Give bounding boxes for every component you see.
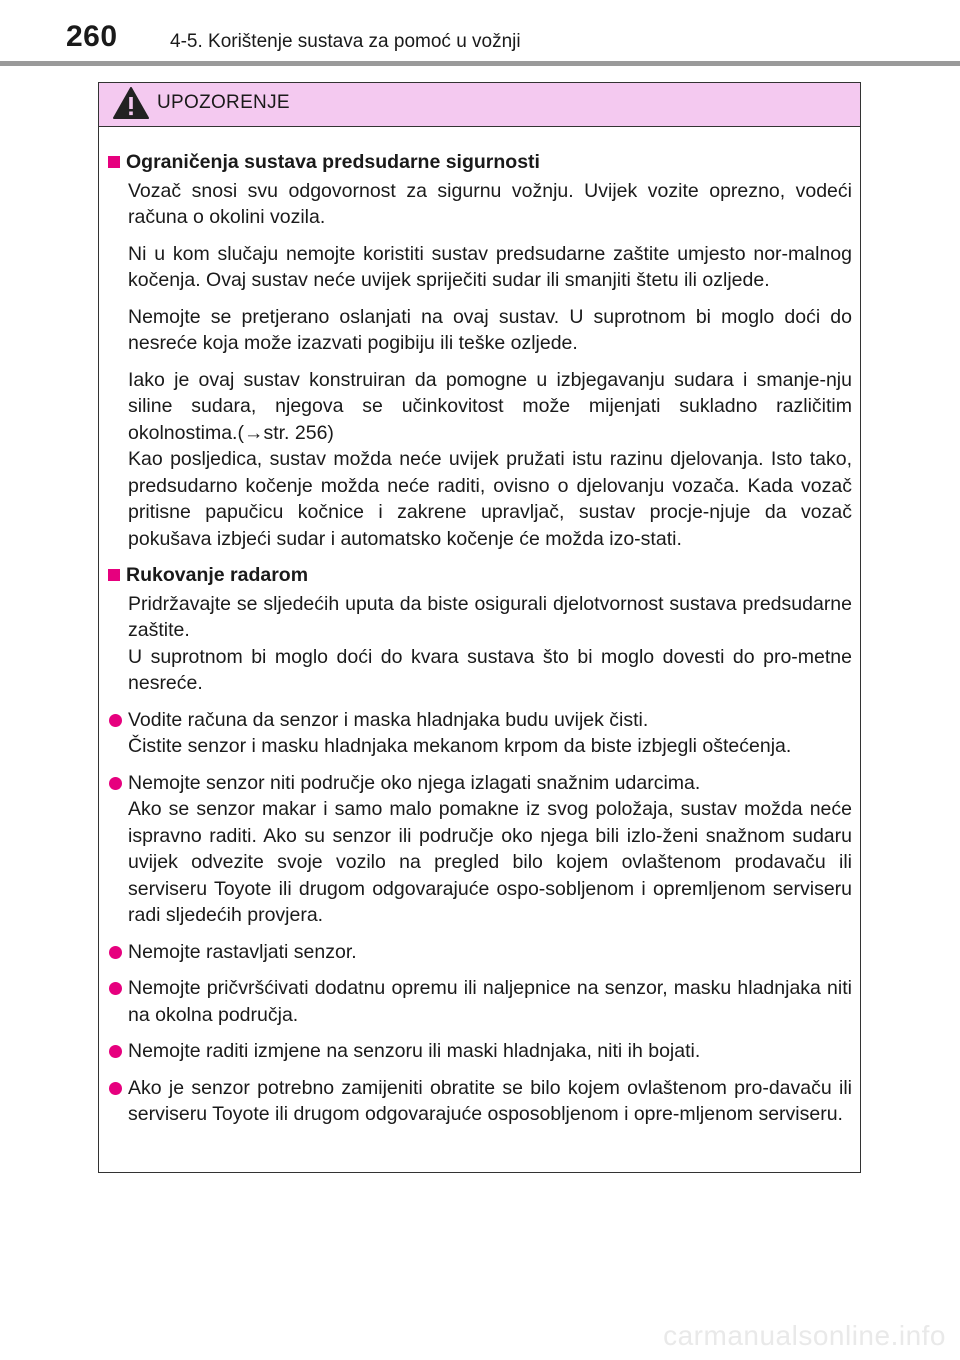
circle-bullet-icon [109, 1082, 122, 1095]
warning-header [99, 83, 860, 127]
section-title: 4-5. Korištenje sustava za pomoć u vožnji [170, 31, 521, 52]
paragraph: Pridržavajte se sljedećih uputa da biste osigurali djelotvornost sustava predsudarne zaštite. [128, 592, 852, 641]
section-heading: Rukovanje radarom [107, 562, 852, 589]
list-item [107, 1038, 852, 1065]
warning-body [99, 127, 860, 1128]
circle-bullet-icon [109, 982, 122, 995]
circle-bullet-icon [109, 1045, 122, 1058]
paragraph: U suprotnom bi moglo doći do kvara sustava što bi moglo dovesti do pro-metne nesreće. [128, 645, 852, 694]
square-bullet-icon [108, 569, 120, 581]
paragraph: Vozač snosi svu odgovornost za sigurnu vožnju. Uvijek vozite oprezno, vodeći računa o okolini vozila. [128, 179, 852, 228]
warning-label: UPOZORENJE [157, 92, 290, 113]
paragraph: Kao posljedica, sustav možda neće uvijek pružati istu razinu djelovanja. Isto tako, predsudarno kočenje možda neće raditi, ovisno o djelovanju vozača. Kada vozač pritisne papučicu kočnice i zakrene upravljač, sustav procje-njuje da vozač pokušava izbjeći sudar i automatsko kočenje će možda izo-stati. [128, 448, 852, 550]
list-item [107, 975, 852, 1028]
paragraph: Iako je ovaj sustav konstruiran da pomogne u izbjegavanju sudara i smanje-nju siline sudara, njegova se učinkovitost može mijenjati sukladno različitim okolnostima.(→str. 256) [128, 368, 852, 444]
page-header [0, 0, 960, 66]
list-item-text: Nemojte pričvršćivati dodatnu opremu ili naljepnice na senzor, masku hladnjaka niti na okolna područja. [128, 977, 852, 1026]
list-item-text: Nemojte senzor niti područje oko njega izlagati snažnim udarcima. Ako se senzor makar i samo malo pomakne iz svog položaja, sustav možda neće ispravno raditi. Ako su senzor ili područje oko njega bili izlo-ženi snažnom sudaru uvijek odvezite svoje vozilo na pregled bilo kojem ovlaštenom prodavaču ili serviseru Toyote ili drugom odgovarajuće ospo-sobljenom i opremljenom serviseru radi sljedećih provjera. [128, 771, 852, 926]
square-bullet-icon [108, 156, 120, 168]
watermark: carmanualsonline.info [663, 1320, 946, 1351]
paragraph: Nemojte se pretjerano oslanjati na ovaj sustav. U suprotnom bi moglo doći do nesreće koja može izazvati pogibiju ili teške ozljede. [128, 305, 852, 354]
header-divider [0, 61, 960, 66]
list-item [107, 939, 852, 966]
circle-bullet-icon [109, 714, 122, 727]
list-item-text: Nemojte rastavljati senzor. [128, 940, 357, 963]
warning-triangle-icon [113, 87, 149, 119]
warning-box [98, 82, 861, 1173]
page-number: 260 [66, 20, 118, 53]
list-item-text: Nemojte raditi izmjene na senzoru ili maski hladnjaka, niti ih bojati. [128, 1040, 701, 1062]
circle-bullet-icon [109, 946, 122, 959]
paragraph: Ni u kom slučaju nemojte koristiti sustav predsudarne zaštite umjesto nor-malnog kočenja. Ovaj sustav neće uvijek spriječiti sudar ili smanjiti štetu ili ozljede. [128, 242, 852, 291]
list-item-text: Vodite računa da senzor i maska hladnjaka budu uvijek čisti. Čistite senzor i masku hladnjaka mekanom krpom da biste izbjegli oštećenja. [128, 708, 792, 757]
circle-bullet-icon [109, 777, 122, 790]
section-heading: Ograničenja sustava predsudarne sigurnosti [107, 149, 852, 176]
list-item [107, 770, 852, 929]
list-item [107, 707, 852, 760]
list-item-text: Ako je senzor potrebno zamijeniti obratite se bilo kojem ovlaštenom pro-davaču ili serviseru Toyote ili drugom odgovarajuće osposobljenom i opre-mljenom serviseru. [128, 1076, 852, 1125]
list-item [107, 1075, 852, 1128]
